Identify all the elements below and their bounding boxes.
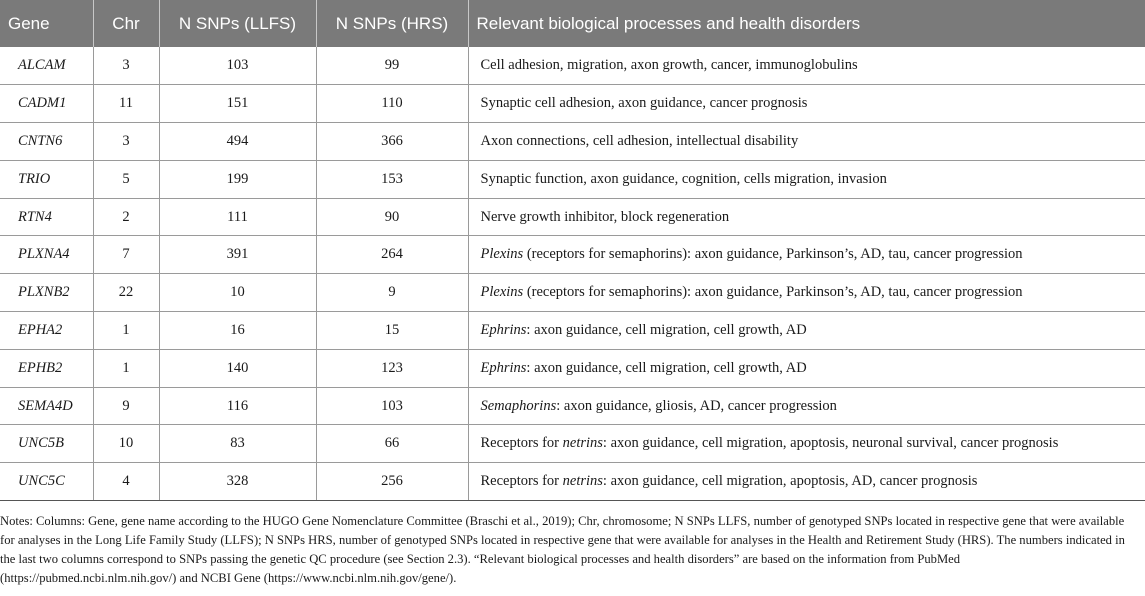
llfs-cell: 199 xyxy=(159,160,316,198)
processes-text: (receptors for semaphorins): axon guidance, Parkinson’s, AD, tau, cancer progression xyxy=(523,284,1023,301)
processes-term: netrins xyxy=(562,435,603,452)
processes-text: Synaptic function, axon guidance, cognition, cells migration, invasion xyxy=(480,170,887,187)
gene-cell: RTN4 xyxy=(0,198,93,236)
processes-text: (receptors for semaphorins): axon guidance, Parkinson’s, AD, tau, cancer progression xyxy=(523,246,1023,263)
hrs-cell: 99 xyxy=(316,47,468,85)
processes-cell xyxy=(468,160,1145,198)
llfs-cell: 494 xyxy=(159,123,316,161)
hrs-cell: 9 xyxy=(316,274,468,312)
processes-text: : axon guidance, cell migration, cell growth, AD xyxy=(526,321,807,338)
processes-cell xyxy=(468,387,1145,425)
chr-cell: 1 xyxy=(93,312,159,350)
hrs-cell: 15 xyxy=(316,312,468,350)
processes-text: : axon guidance, cell migration, apoptosis, neuronal survival, cancer prognosis xyxy=(602,435,1059,452)
processes-cell xyxy=(468,123,1145,161)
hrs-cell: 90 xyxy=(316,198,468,236)
chr-cell: 5 xyxy=(93,160,159,198)
chr-cell: 11 xyxy=(93,85,159,123)
processes-text: : axon guidance, gliosis, AD, cancer progression xyxy=(556,397,837,414)
processes-cell xyxy=(468,312,1145,350)
processes-cell xyxy=(468,274,1145,312)
processes-text: Cell adhesion, migration, axon growth, cancer, immunoglobulins xyxy=(480,57,858,74)
chr-cell: 4 xyxy=(93,463,159,501)
gene-cell: EPHB2 xyxy=(0,349,93,387)
pubmed-link[interactable]: https://pubmed.ncbi.nlm.nih.gov/ xyxy=(4,571,173,585)
processes-term: Ephrins xyxy=(480,321,527,338)
table-row xyxy=(0,160,1145,198)
llfs-cell: 140 xyxy=(159,349,316,387)
processes-cell xyxy=(468,236,1145,274)
header-processes: Relevant biological processes and health disorders xyxy=(468,0,1145,47)
notes-end: ). xyxy=(449,571,457,585)
gene-cell: CNTN6 xyxy=(0,123,93,161)
llfs-cell: 391 xyxy=(159,236,316,274)
header-chr: Chr xyxy=(93,0,159,47)
processes-cell xyxy=(468,425,1145,463)
gene-cell: ALCAM xyxy=(0,47,93,85)
table-row xyxy=(0,463,1145,501)
processes-text: : axon guidance, cell migration, apoptosis, AD, cancer prognosis xyxy=(602,473,978,490)
table-row xyxy=(0,387,1145,425)
llfs-cell: 10 xyxy=(159,274,316,312)
table-row xyxy=(0,312,1145,350)
processes-prefix: Receptors for xyxy=(480,435,563,452)
gene-cell: UNC5B xyxy=(0,425,93,463)
llfs-cell: 328 xyxy=(159,463,316,501)
table-notes xyxy=(0,512,1130,588)
table-row xyxy=(0,85,1145,123)
gene-cell: SEMA4D xyxy=(0,387,93,425)
header-row xyxy=(0,0,1145,47)
gene-cell: TRIO xyxy=(0,160,93,198)
gene-cell: UNC5C xyxy=(0,463,93,501)
processes-prefix: Receptors for xyxy=(480,473,563,490)
gene-cell: PLXNB2 xyxy=(0,274,93,312)
processes-term: Plexins xyxy=(480,284,524,301)
hrs-cell: 264 xyxy=(316,236,468,274)
processes-text: Nerve growth inhibitor, block regeneration xyxy=(480,208,730,225)
chr-cell: 2 xyxy=(93,198,159,236)
processes-cell xyxy=(468,85,1145,123)
gene-cell: CADM1 xyxy=(0,85,93,123)
llfs-cell: 83 xyxy=(159,425,316,463)
notes-text: Notes: Columns: Gene, gene name according to the HUGO Gene Nomenclature Committee (Braschi et al., 2019); Chr, chromosome; N SNPs LLFS, number of genotyped SNPs located in respective gene that were available for analyses in the Long Life Family Study (LLFS); N SNPs HRS, number of genotyped SNPs located in respective gene that were available for analyses in the Health and Retirement Study (HRS). The numbers indicated in the last two columns correspond to SNPs passing the genetic QC procedure (see Section 2.3). “Relevant biological processes and health disorders” are based on the information from PubMed ( xyxy=(0,514,1125,585)
chr-cell: 3 xyxy=(93,47,159,85)
gene-cell: EPHA2 xyxy=(0,312,93,350)
hrs-cell: 103 xyxy=(316,387,468,425)
hrs-cell: 123 xyxy=(316,349,468,387)
processes-term: Ephrins xyxy=(480,359,527,376)
table-row xyxy=(0,123,1145,161)
processes-cell xyxy=(468,463,1145,501)
processes-cell xyxy=(468,47,1145,85)
llfs-cell: 16 xyxy=(159,312,316,350)
table-row xyxy=(0,274,1145,312)
chr-cell: 1 xyxy=(93,349,159,387)
table-row xyxy=(0,349,1145,387)
table-row xyxy=(0,47,1145,85)
chr-cell: 22 xyxy=(93,274,159,312)
chr-cell: 7 xyxy=(93,236,159,274)
table-row xyxy=(0,425,1145,463)
table-row xyxy=(0,198,1145,236)
header-snps-llfs: N SNPs (LLFS) xyxy=(159,0,316,47)
chr-cell: 10 xyxy=(93,425,159,463)
processes-term: Semaphorins xyxy=(480,397,557,414)
processes-text: Synaptic cell adhesion, axon guidance, cancer prognosis xyxy=(480,95,808,112)
llfs-cell: 103 xyxy=(159,47,316,85)
processes-term: Plexins xyxy=(480,246,524,263)
notes-mid: ) and NCBI Gene ( xyxy=(172,571,268,585)
chr-cell: 3 xyxy=(93,123,159,161)
header-snps-hrs: N SNPs (HRS) xyxy=(316,0,468,47)
hrs-cell: 110 xyxy=(316,85,468,123)
hrs-cell: 153 xyxy=(316,160,468,198)
ncbi-gene-link[interactable]: https://www.ncbi.nlm.nih.gov/gene/ xyxy=(267,571,450,585)
hrs-cell: 66 xyxy=(316,425,468,463)
header-gene: Gene xyxy=(0,0,93,47)
hrs-cell: 366 xyxy=(316,123,468,161)
chr-cell: 9 xyxy=(93,387,159,425)
processes-text: Axon connections, cell adhesion, intellectual disability xyxy=(480,132,799,149)
processes-cell xyxy=(468,198,1145,236)
llfs-cell: 151 xyxy=(159,85,316,123)
hrs-cell: 256 xyxy=(316,463,468,501)
llfs-cell: 116 xyxy=(159,387,316,425)
table-row xyxy=(0,236,1145,274)
processes-text: : axon guidance, cell migration, cell growth, AD xyxy=(526,359,807,376)
processes-term: netrins xyxy=(562,473,603,490)
processes-cell xyxy=(468,349,1145,387)
llfs-cell: 111 xyxy=(159,198,316,236)
gene-cell: PLXNA4 xyxy=(0,236,93,274)
